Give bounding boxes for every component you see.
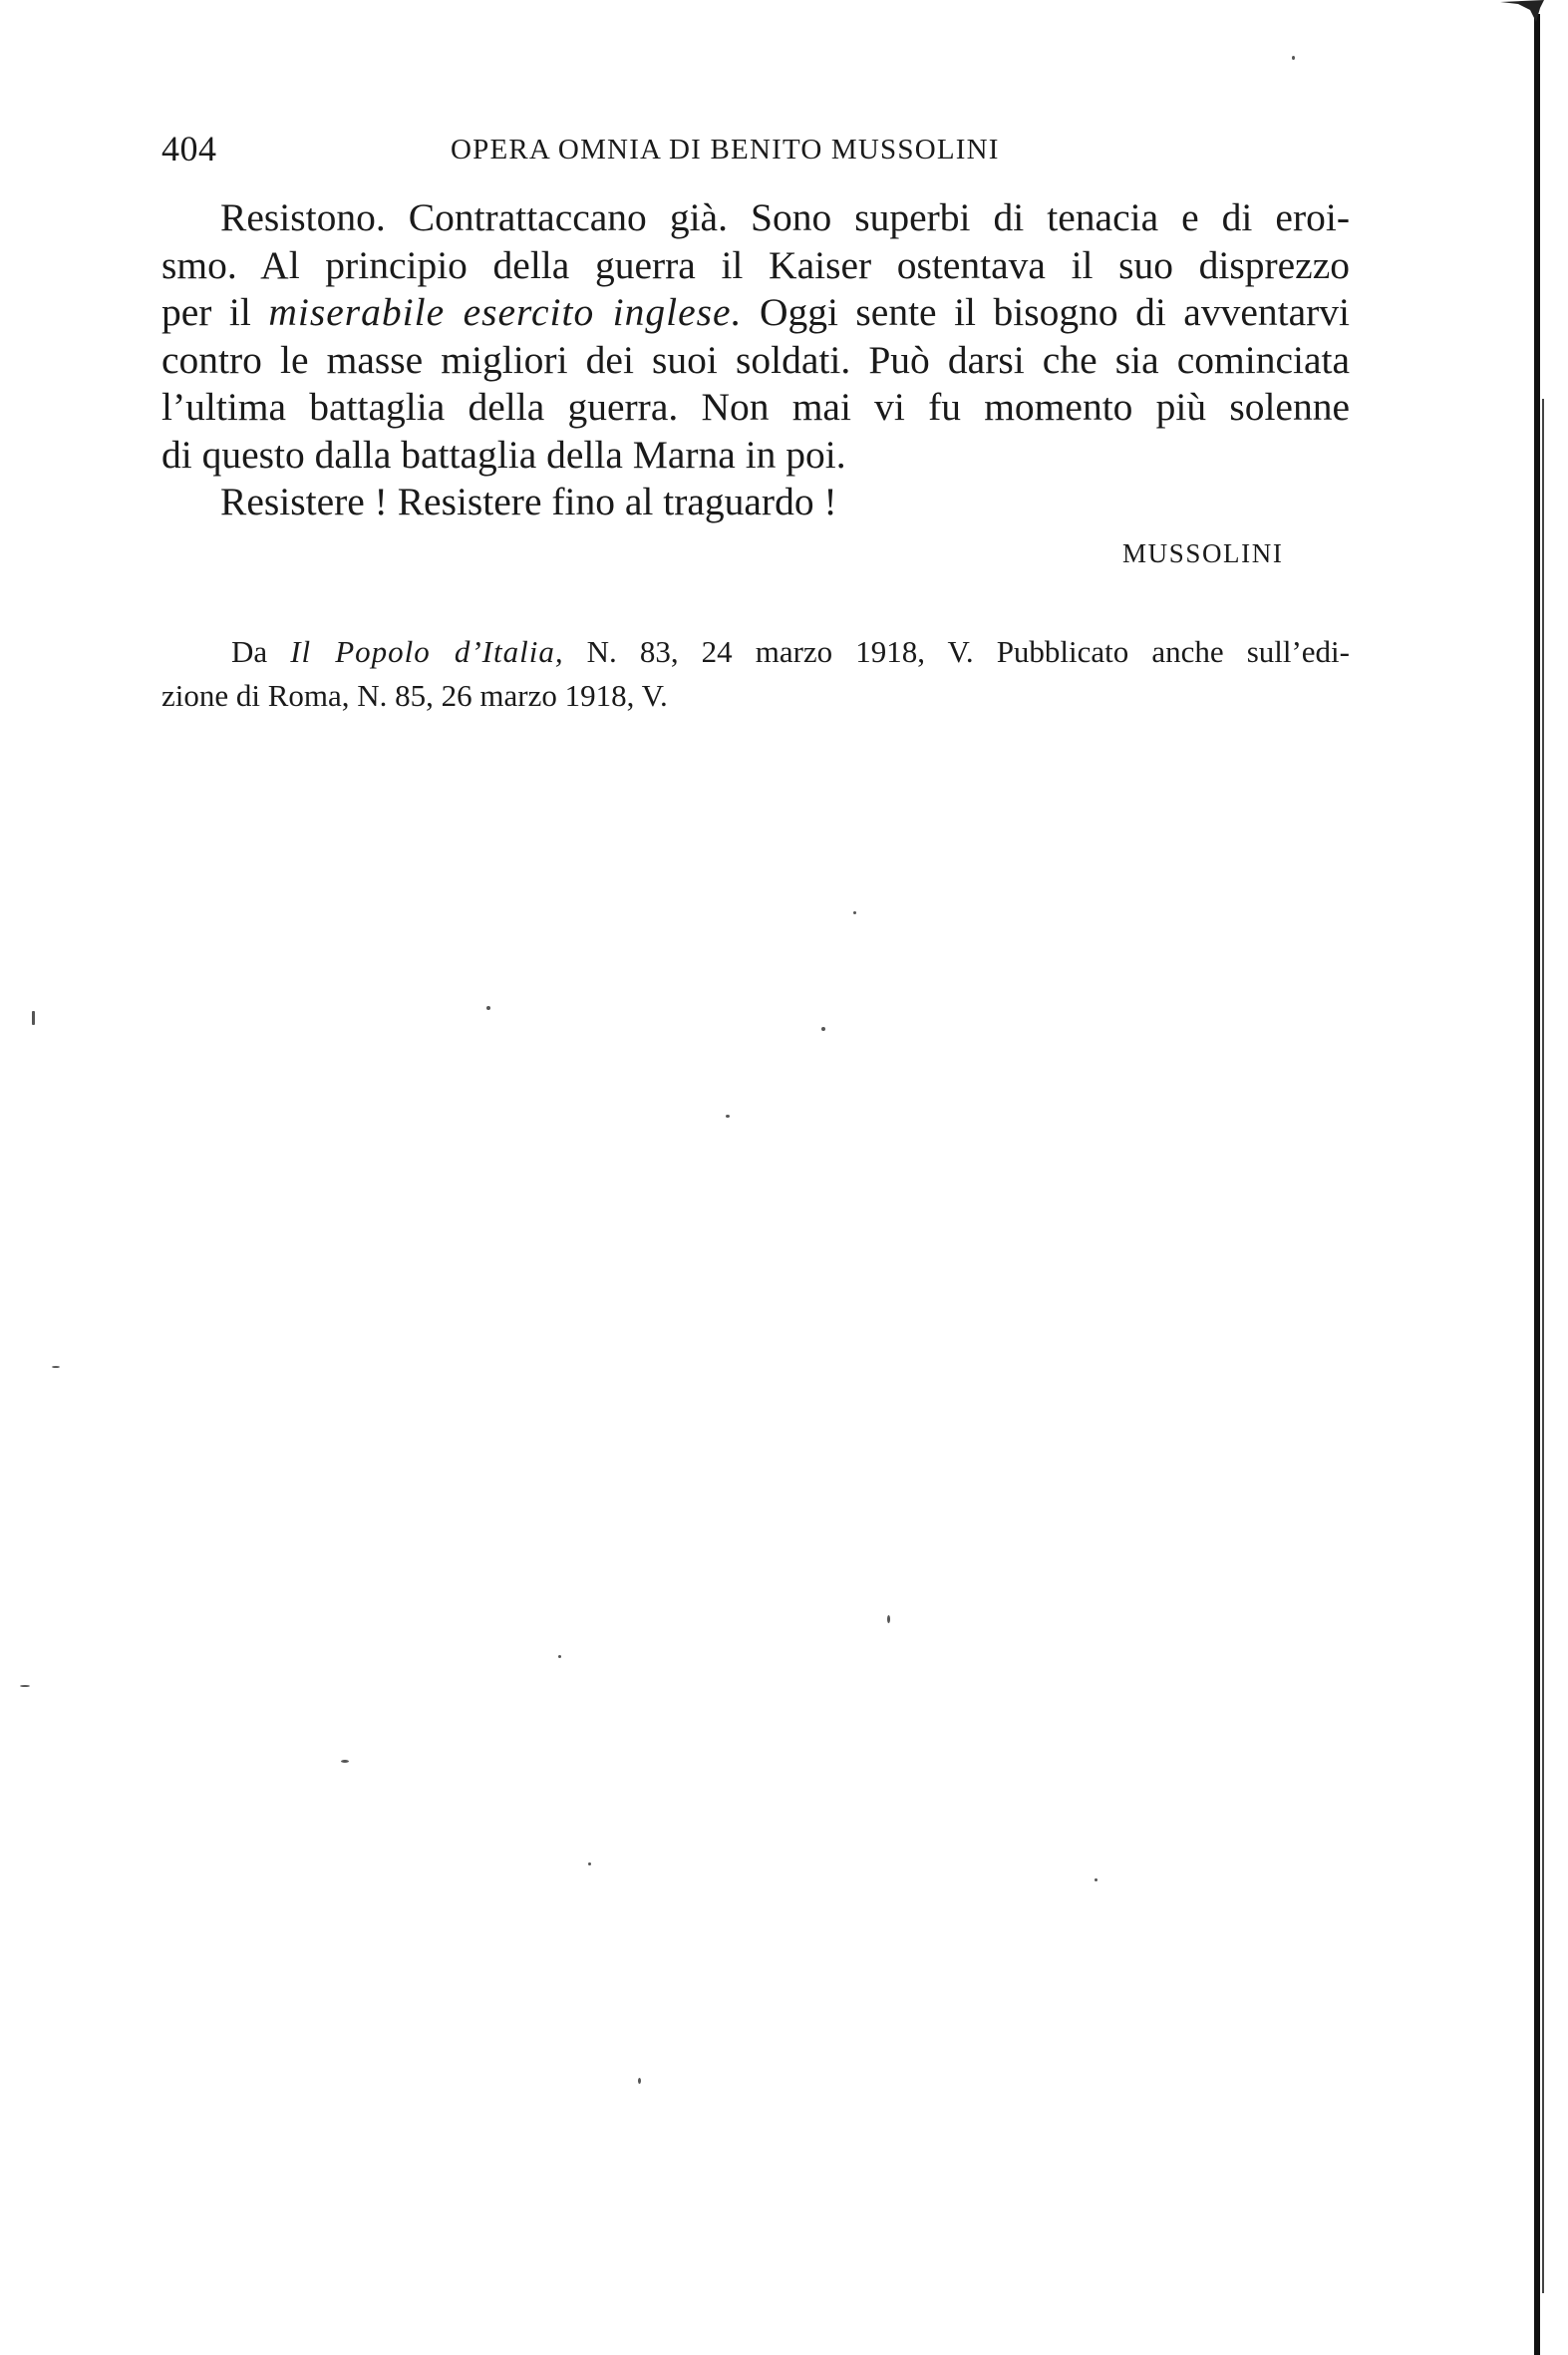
source-details: N. 83, 24 marzo 1918, V. Pubblicato anche sull’edi- xyxy=(563,634,1350,669)
body-line: Resistono. Contrattaccano già. Sono superbi di tenacia e di eroi- xyxy=(220,195,1350,239)
page-number: 404 xyxy=(161,129,217,168)
scan-speck xyxy=(887,1615,890,1623)
scan-speck xyxy=(486,1006,490,1010)
body-line: smo. Al principio della guerra il Kaiser ostentava il suo disprezzo xyxy=(161,242,1350,287)
source-prefix: Da xyxy=(231,634,291,669)
scan-speck xyxy=(588,1862,591,1865)
source-note xyxy=(161,630,1350,718)
scan-speck xyxy=(821,1027,825,1031)
scan-speck xyxy=(341,1760,349,1763)
italic-phrase: miserabile esercito inglese. xyxy=(268,290,743,334)
newspaper-title: Il Popolo d’Italia, xyxy=(290,634,564,669)
body-line: contro le masse migliori dei suoi soldati. Può darsi che sia cominciata xyxy=(161,337,1350,382)
scan-speck xyxy=(52,1366,60,1368)
running-head: OPERA OMNIA DI BENITO MUSSOLINI xyxy=(451,134,1000,166)
torn-corner-mark xyxy=(1500,0,1560,22)
body-paragraph xyxy=(161,194,1350,526)
scan-speck xyxy=(638,2078,641,2084)
scan-speck xyxy=(558,1655,561,1658)
scan-speck xyxy=(1095,1878,1098,1881)
binding-edge xyxy=(1518,0,1568,2355)
source-note-line: zione di Roma, N. 85, 26 marzo 1918, V. xyxy=(161,678,668,713)
scan-speck xyxy=(1292,56,1295,60)
body-text-run: per il xyxy=(161,290,269,334)
binding-shadow xyxy=(1542,399,1544,2293)
scan-speck xyxy=(853,911,856,914)
scan-speck xyxy=(20,1685,30,1687)
body-line: l’ultima battaglia della guerra. Non mai vi fu momento più solenne xyxy=(161,385,1350,429)
scan-speck xyxy=(32,1011,35,1025)
source-note-line xyxy=(161,630,1350,674)
body-line xyxy=(161,289,1350,337)
page-header xyxy=(161,128,1314,175)
body-text-run: Oggi sente il bisogno di avventarvi xyxy=(742,290,1351,334)
body-line: di questo dalla battaglia della Marna in poi. xyxy=(161,432,846,477)
binding-rule xyxy=(1534,14,1540,2355)
exhortation-line: Resistere ! Resistere fino al traguardo ! xyxy=(220,480,837,523)
scan-speck xyxy=(726,1115,730,1118)
signature: MUSSOLINI xyxy=(1122,538,1284,568)
